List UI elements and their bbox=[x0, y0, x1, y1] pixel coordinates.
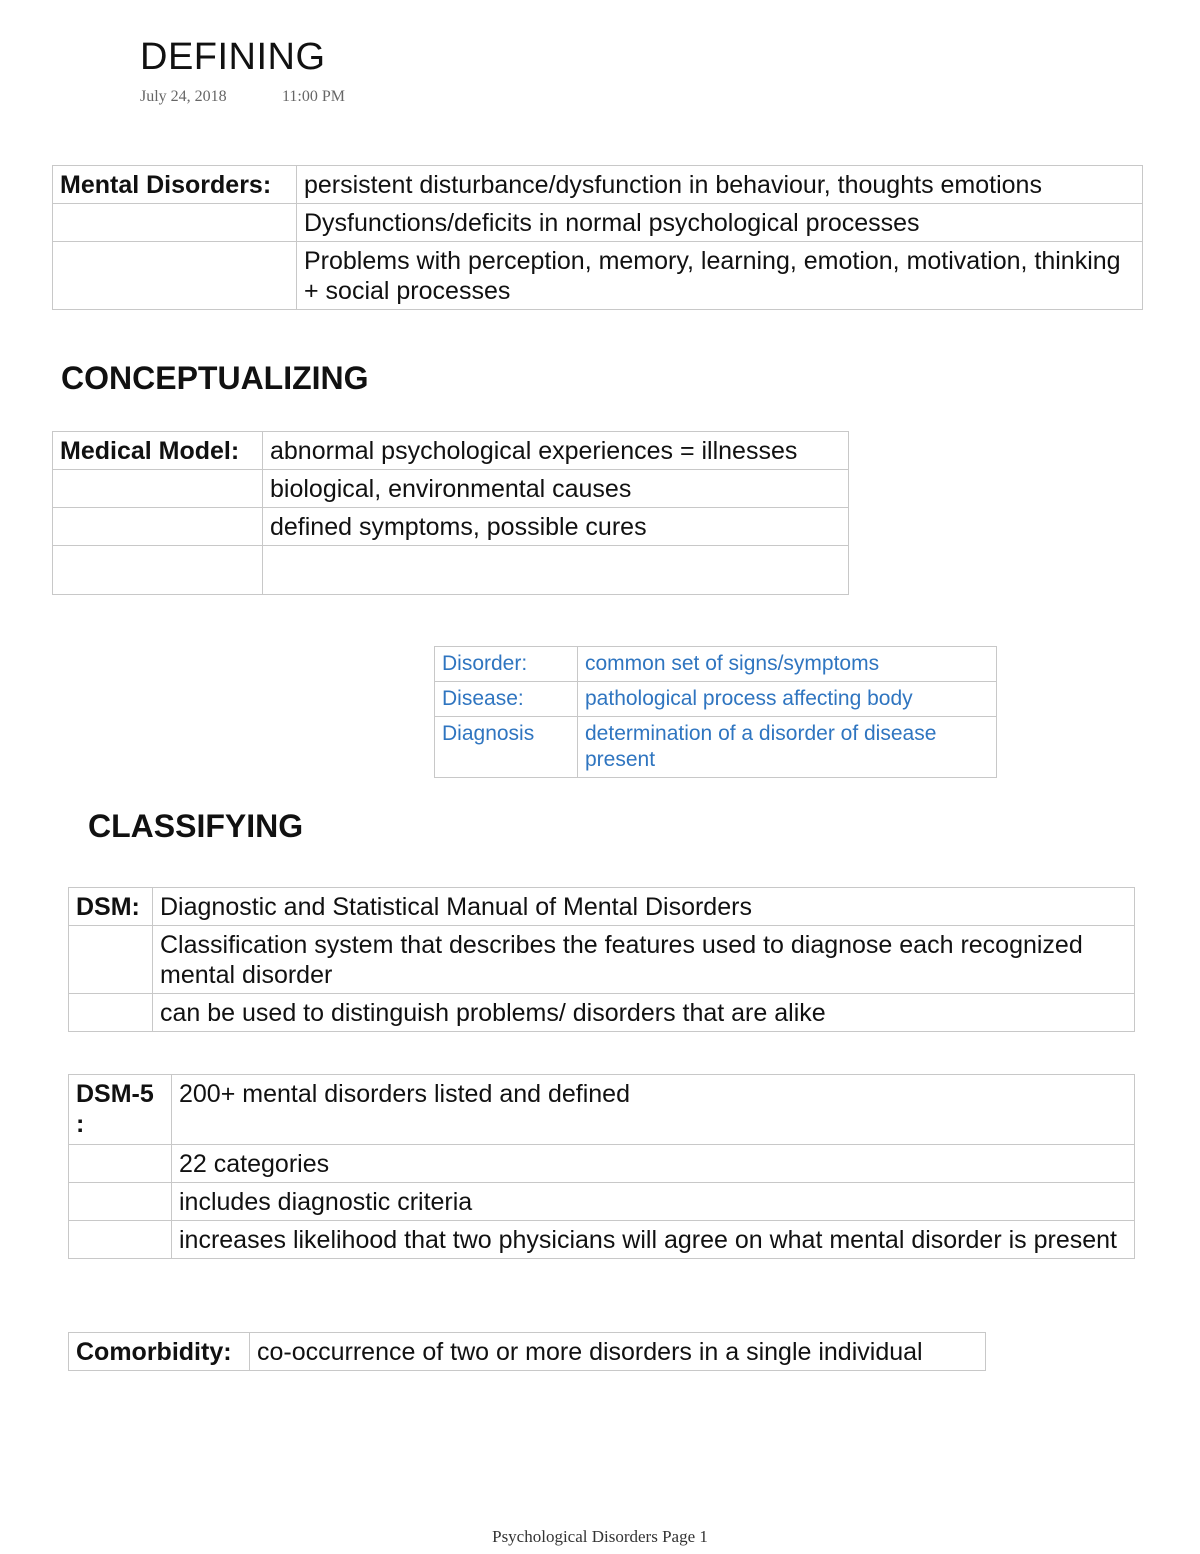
dsm-label: DSM: bbox=[69, 888, 153, 926]
table-row bbox=[435, 717, 997, 778]
comorbidity-label: Comorbidity: bbox=[69, 1333, 250, 1371]
note-date: July 24, 2018 bbox=[140, 88, 227, 105]
medical-model-label: Medical Model: bbox=[53, 432, 263, 470]
page-footer: Psychological Disorders Page 1 bbox=[492, 1527, 708, 1546]
table-cell: abnormal psychological experiences = illnesses bbox=[263, 432, 849, 470]
definition-cell: pathological process affecting body bbox=[578, 682, 997, 717]
table-row bbox=[69, 926, 1135, 994]
section-heading-conceptualizing: CONCEPTUALIZING bbox=[61, 360, 369, 396]
page-title: DEFINING bbox=[140, 36, 326, 78]
table-row bbox=[69, 1333, 986, 1371]
table-row bbox=[435, 647, 997, 682]
table-row bbox=[53, 470, 849, 508]
table-row bbox=[69, 888, 1135, 926]
table-cell: Diagnostic and Statistical Manual of Mental Disorders bbox=[153, 888, 1135, 926]
medical-model-table bbox=[52, 431, 849, 595]
table-cell: 200+ mental disorders listed and defined bbox=[172, 1075, 1135, 1145]
table-row bbox=[53, 432, 849, 470]
empty-label-cell bbox=[69, 994, 153, 1032]
table-cell: biological, environmental causes bbox=[263, 470, 849, 508]
table-cell: co-occurrence of two or more disorders in a single individual bbox=[250, 1333, 986, 1371]
table-row bbox=[69, 1221, 1135, 1259]
mental-disorders-table bbox=[52, 165, 1143, 310]
empty-label-cell bbox=[69, 1183, 172, 1221]
term-cell: Diagnosis bbox=[435, 717, 578, 778]
mental-disorders-label: Mental Disorders: bbox=[53, 166, 297, 204]
table-cell: defined symptoms, possible cures bbox=[263, 508, 849, 546]
dsm5-label: DSM-5 : bbox=[69, 1075, 172, 1145]
table-row bbox=[69, 1183, 1135, 1221]
table-cell: can be used to distinguish problems/ disorders that are alike bbox=[153, 994, 1135, 1032]
table-row bbox=[53, 166, 1143, 204]
table-cell bbox=[263, 546, 849, 595]
empty-label-cell bbox=[53, 546, 263, 595]
terms-table bbox=[434, 646, 997, 778]
dsm5-table bbox=[68, 1074, 1135, 1259]
table-cell: increases likelihood that two physicians will agree on what mental disorder is present bbox=[172, 1221, 1135, 1259]
table-row bbox=[69, 1145, 1135, 1183]
empty-label-cell bbox=[69, 1221, 172, 1259]
table-cell: 22 categories bbox=[172, 1145, 1135, 1183]
table-cell: Classification system that describes the features used to diagnose each recognized mental disorder bbox=[153, 926, 1135, 994]
term-cell: Disorder: bbox=[435, 647, 578, 682]
empty-label-cell bbox=[69, 1145, 172, 1183]
table-row bbox=[69, 1075, 1135, 1145]
table-row bbox=[435, 682, 997, 717]
table-cell: Dysfunctions/deficits in normal psychological processes bbox=[297, 204, 1143, 242]
comorbidity-table bbox=[68, 1332, 986, 1371]
table-row bbox=[53, 242, 1143, 310]
table-row bbox=[53, 204, 1143, 242]
table-cell: persistent disturbance/dysfunction in behaviour, thoughts emotions bbox=[297, 166, 1143, 204]
definition-cell: common set of signs/symptoms bbox=[578, 647, 997, 682]
empty-label-cell bbox=[69, 926, 153, 994]
dsm-table bbox=[68, 887, 1135, 1032]
definition-cell: determination of a disorder of disease present bbox=[578, 717, 997, 778]
empty-label-cell bbox=[53, 204, 297, 242]
table-row bbox=[69, 994, 1135, 1032]
term-cell: Disease: bbox=[435, 682, 578, 717]
empty-label-cell bbox=[53, 508, 263, 546]
table-cell: Problems with perception, memory, learning, emotion, motivation, thinking + social processes bbox=[297, 242, 1143, 310]
empty-label-cell bbox=[53, 242, 297, 310]
table-row bbox=[53, 508, 849, 546]
table-row bbox=[53, 546, 849, 595]
empty-label-cell bbox=[53, 470, 263, 508]
table-cell: includes diagnostic criteria bbox=[172, 1183, 1135, 1221]
note-time: 11:00 PM bbox=[282, 88, 345, 105]
section-heading-classifying: CLASSIFYING bbox=[88, 808, 304, 844]
